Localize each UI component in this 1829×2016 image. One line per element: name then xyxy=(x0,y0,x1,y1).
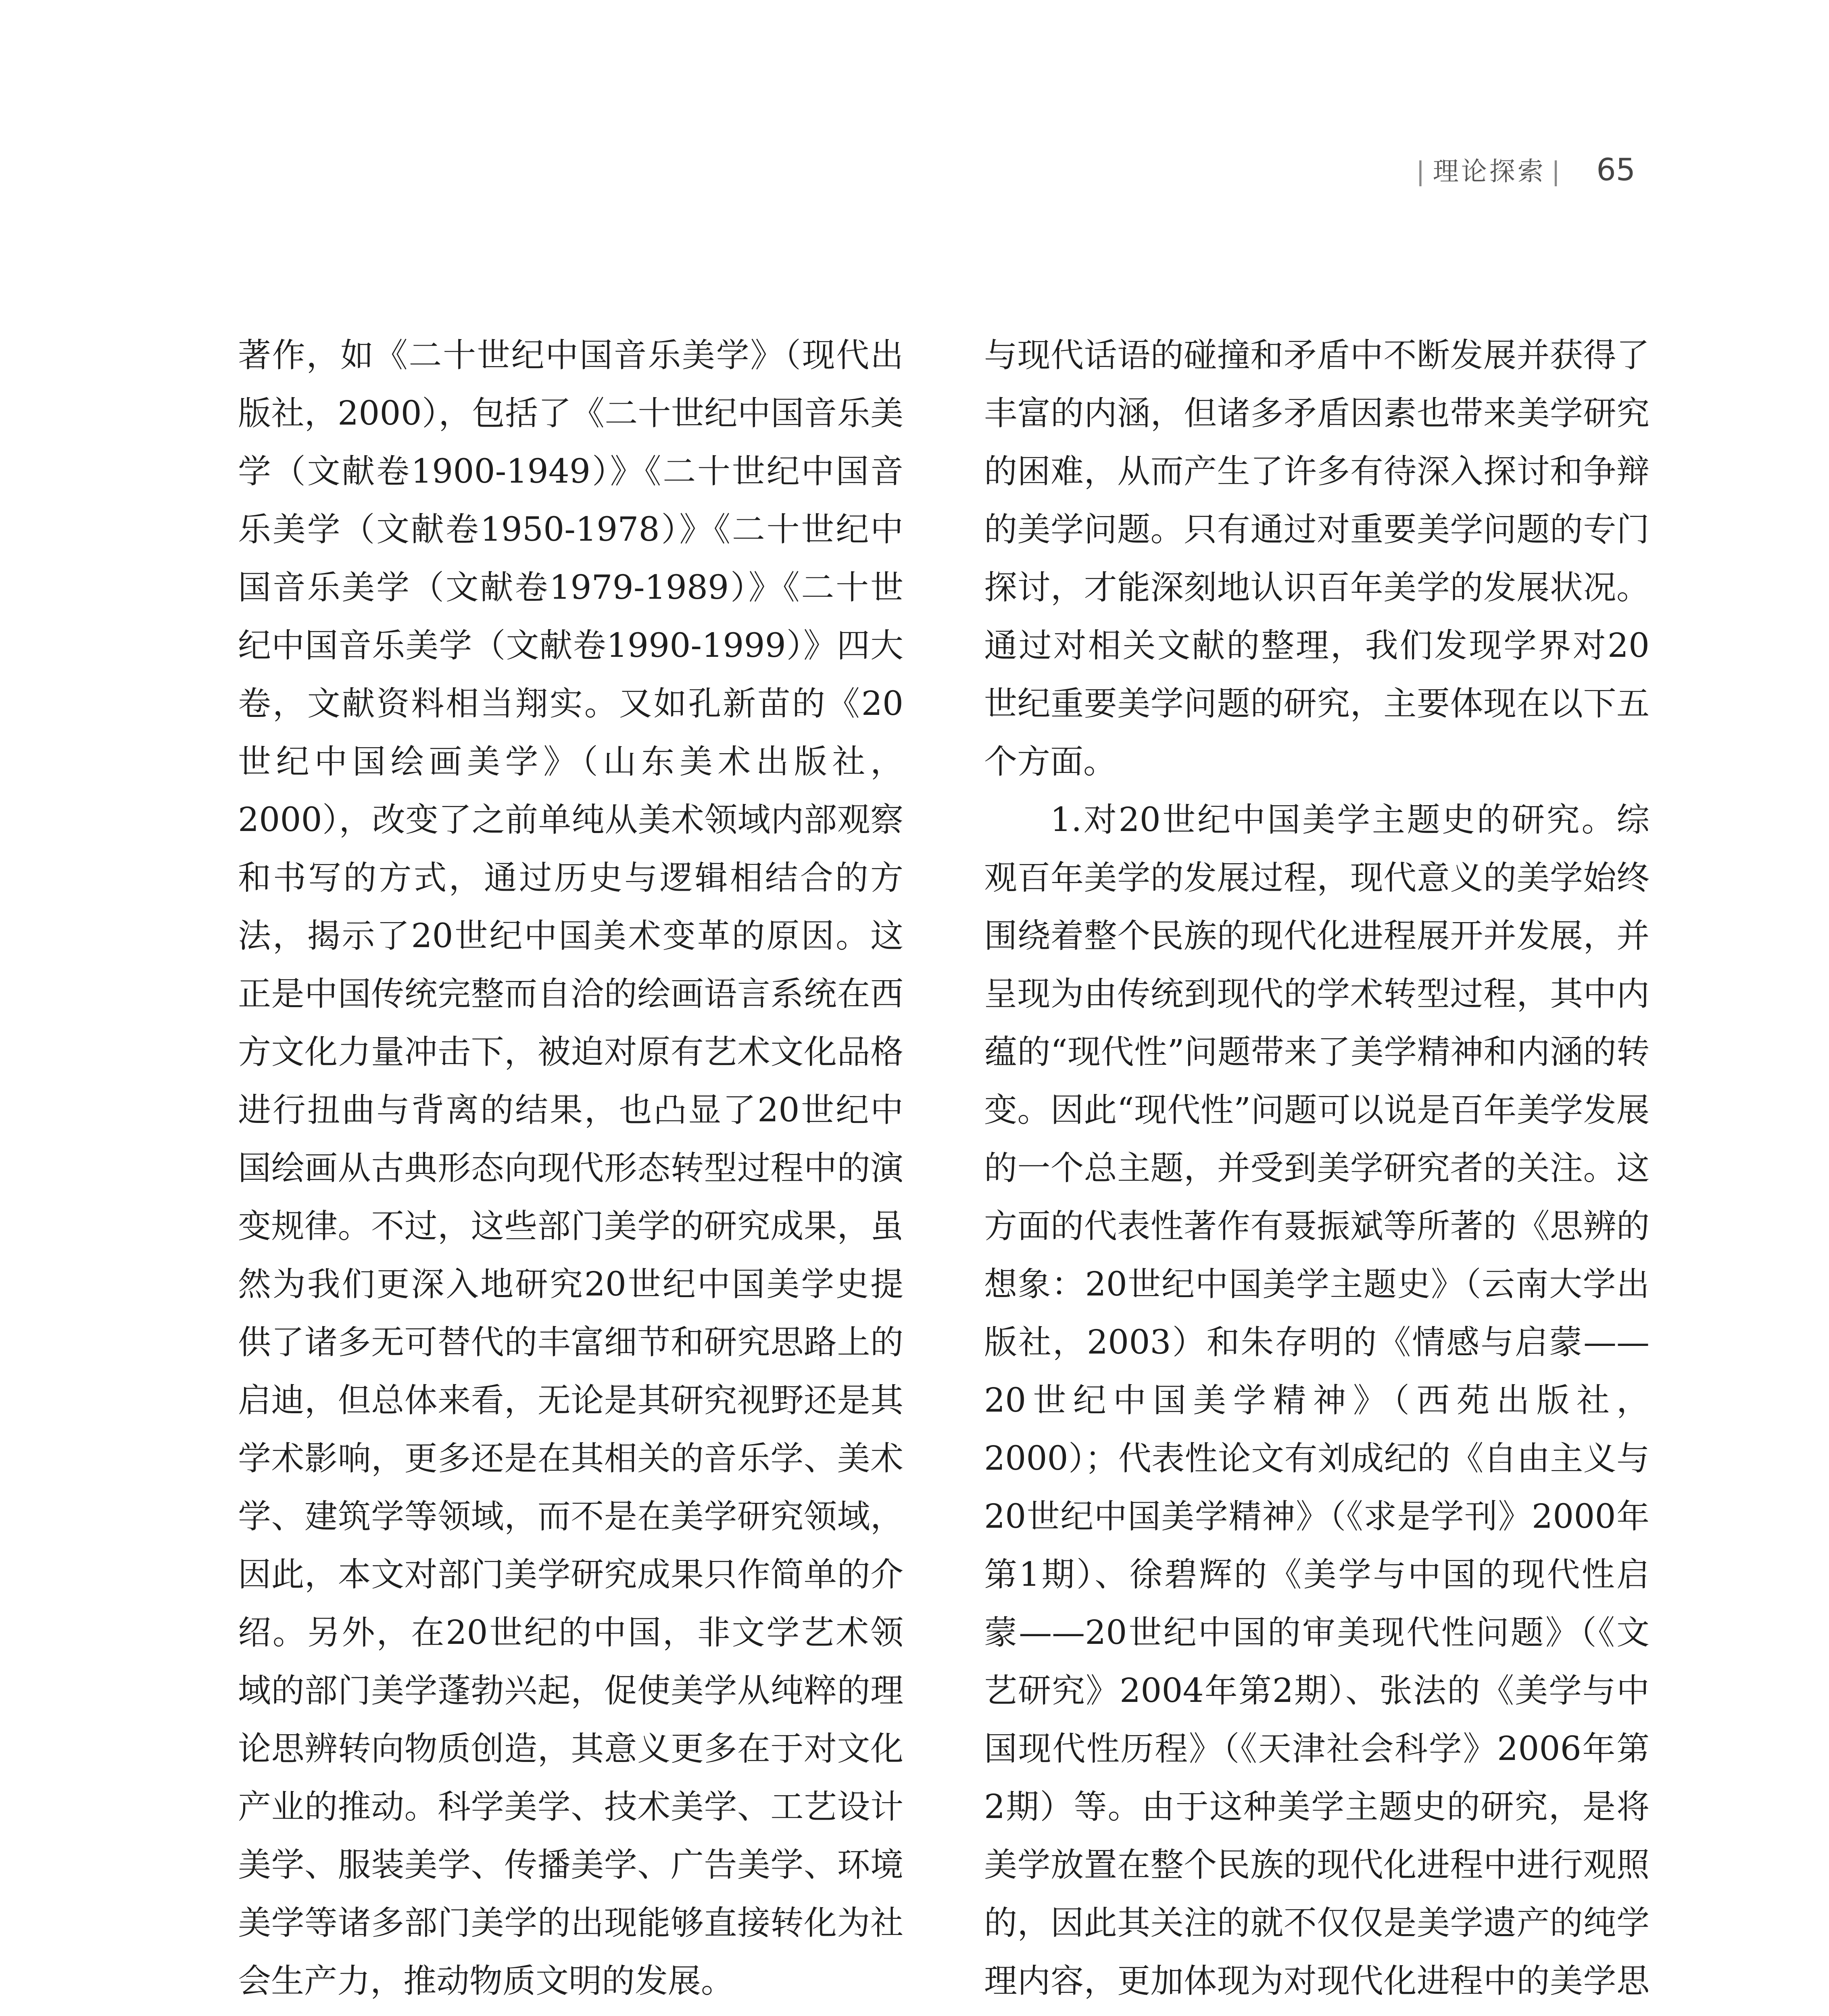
section-heading xyxy=(238,2010,903,2016)
section-tag: | 理论探索 | xyxy=(1416,157,1563,187)
page-number: 65 xyxy=(1596,151,1635,187)
body-paragraph: 著作，如《二十世纪中国音乐美学》（现代出版社，2000），包括了《二十世纪中国音乐美学（文献卷1900-1949）》《二十世纪中国音乐美学（文献卷1950-1978）》《二十世纪中国音乐美学（文献卷1979-1989）》《二十世纪中国音乐美学（文献卷1990-1999）》四大卷，文献资料相当翔实。又如孔新苗的《20世纪中国绘画美学》（山东美术出版社，2000），改变了之前单纯从美术领域内部观察和书写的方式，通过历史与逻辑相结合的方法，揭示了20世纪中国美术变革的原因。这正是中国传统完整而自洽的绘画语言系统在西方文化力量冲击下，被迫对原有艺术文化品格进行扭曲与背离的结果，也凸显了20世纪中国绘画从古典形态向现代形态转型过程中的演变规律。不过，这些部门美学的研究成果，虽然为我们更深入地研究20世纪中国美学史提供了诸多无可替代的丰富细节和研究思路上的启迪，但总体来看，无论是其研究视野还是其学术影响，更多还是在其相关的音乐学、美术学、建筑学等领域，而不是在美学研究领域，因此，本文对部门美学研究成果只作简单的介绍。另外，在20世纪的中国，非文学艺术领域的部门美学蓬勃兴起，促使美学从纯粹的理论思辨转向物质创造，其意义更多在于对文化产业的推动。科学美学、技术美学、工艺设计美学、服装美学、传播美学、广告美学、环境美学等诸多部门美学的出现能够直接转化为社会生产力，推动物质文明的发展。 xyxy=(238,336,903,2000)
body-paragraph: 1.对20世纪中国美学主题史的研究。综观百年美学的发展过程，现代意义的美学始终围绕着整个民族的现代化进程展开并发展，并呈现为由传统到现代的学术转型过程，其中内蕴的“现代性”问题带来了美学精神和内涵的转变。因此“现代性”问题可以说是百年美学发展的一个总主题，并受到美学研究者的关注。这方面的代表性著作有聂振斌等所著的《思辨的想象：20世纪中国美学主题史》（云南大学出版社，2003）和朱存明的《情感与启蒙——20世纪中国美学精神》（西苑出版社，2000）；代表性论文有刘成纪的《自由主义与20世纪中国美学精神》（《求是学刊》2000年第1期）、徐碧辉的《美学与中国的现代性启蒙——20世纪中国的审美现代性问题》（《文艺研究》2004年第2期）、张法的《美学与中国现代性历程》（《天津社会科学》2006年第2期）等。由于这种美学主题史的研究，是将美学放置在整个民族的现代化进程中进行观照的，因此其关注的就不仅仅是美学遗产的纯学理内容，更加体现为对现代化进程中的美学思 xyxy=(984,801,1650,2000)
running-header xyxy=(1410,145,1635,194)
body-paragraph: 与现代话语的碰撞和矛盾中不断发展并获得了丰富的内涵，但诸多矛盾因素也带来美学研究的困难，从而产生了许多有待深入探讨和争辩的美学问题。只有通过对重要美学问题的专门探讨，才能深刻地认识百年美学的发展状况。通过对相关文献的整理，我们发现学界对20世纪重要美学问题的研究，主要体现在以下五个方面。 xyxy=(984,336,1650,781)
section-label: 理论探索 xyxy=(1433,157,1546,187)
right-column xyxy=(984,327,1650,2016)
left-column xyxy=(238,327,903,2016)
